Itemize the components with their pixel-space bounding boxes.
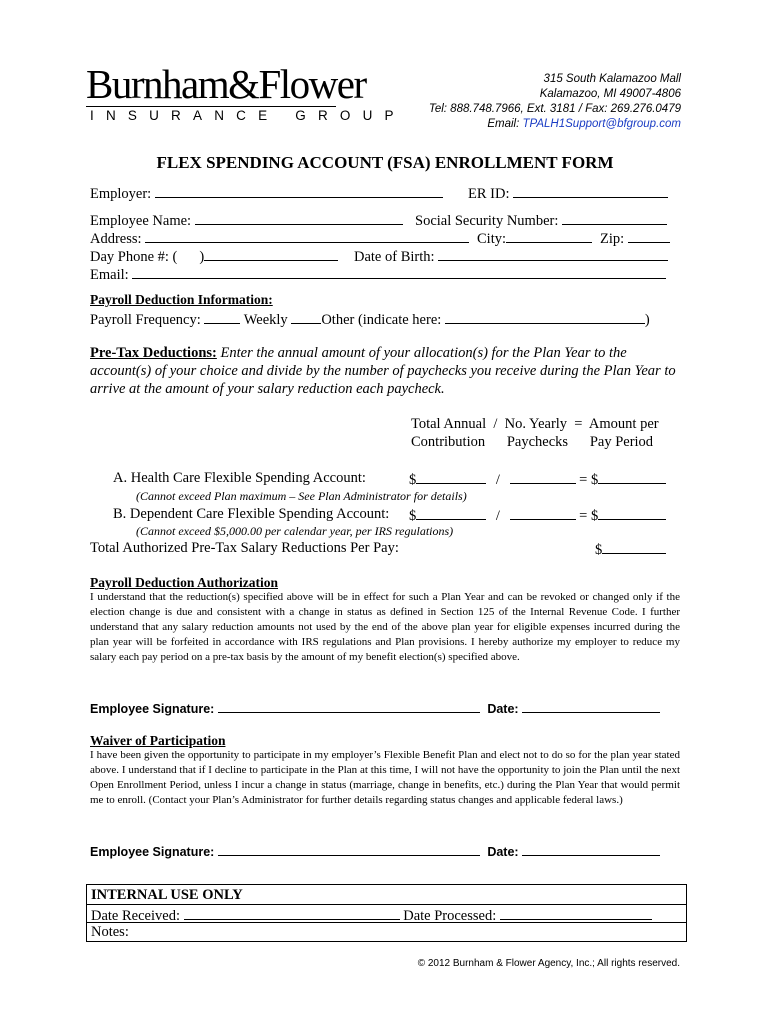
day-phone-row: [90, 246, 338, 266]
internal-use-heading: INTERNAL USE ONLY: [91, 887, 243, 903]
item-b-per-pay-field[interactable]: [598, 505, 666, 520]
internal-use-box: [86, 884, 687, 942]
address-row: [90, 228, 469, 248]
email-field-label: Email:: [90, 267, 129, 283]
item-a-per-pay-field[interactable]: [598, 469, 666, 484]
employer-label: Employer:: [90, 186, 152, 202]
pretax-column-header-1: Total Annual / No. Yearly = Amount per: [411, 416, 659, 432]
item-a-equals: =: [579, 472, 588, 488]
waiver-date-label: Date:: [487, 845, 519, 859]
item-b-annual-field[interactable]: [416, 505, 486, 520]
email-row: [90, 264, 666, 284]
weekly-field[interactable]: [204, 309, 240, 324]
logo-subtitle: INSURANCE GROUP: [90, 108, 406, 123]
authorization-signature-label: Employee Signature:: [90, 702, 215, 716]
er-id-field[interactable]: [513, 183, 668, 198]
email-line: [429, 117, 681, 132]
email-field[interactable]: [132, 264, 666, 279]
pretax-heading: Pre-Tax Deductions:: [90, 345, 217, 361]
pretax-column-header-2: Contribution Paychecks Pay Period: [411, 434, 654, 450]
item-a-note: (Cannot exceed Plan maximum – See Plan Administrator for details): [136, 489, 467, 503]
waiver-signature-label: Employee Signature:: [90, 845, 215, 859]
phone-fax: Tel: 888.748.7966, Ext. 3181 / Fax: 269.276.0479: [428, 103, 681, 115]
day-phone-paren: ): [199, 249, 205, 265]
total-dollar: $: [595, 542, 603, 558]
address-field[interactable]: [145, 228, 469, 243]
authorization-date-field[interactable]: [522, 698, 660, 713]
authorization-signature-row: [90, 698, 660, 716]
item-a-dollar: $: [409, 472, 417, 488]
item-b-label: B. Dependent Care Flexible Spending Account:: [113, 506, 390, 522]
authorization-text: I understand that the reduction(s) specified above will be in effect for such a Plan Year and can be revoked or changed only if the election change is due and consistent with a change in status as defined in Section 125 of the Internal Revenue Code. I further understand that any salary reduction amounts not used by the end of the above plan year for eligible expenses incurred during the plan year will be forfeited in accordance with IRS regulations and Plan provisions. I hereby authorize my employer to reduce my salary each pay period on a pre-tax basis by the amount of my benefit election(s) specified above.: [90, 591, 680, 663]
form-title: FLEX SPENDING ACCOUNT (FSA) ENROLLMENT FORM: [156, 153, 614, 172]
date-processed-field[interactable]: [500, 905, 652, 920]
item-b-dollar-2: $: [590, 508, 599, 524]
employee-name-field[interactable]: [195, 210, 403, 225]
weekly-label: Weekly: [243, 312, 288, 328]
pretax-instructions: [90, 344, 682, 398]
other-label: Other (indicate here:: [321, 312, 442, 328]
item-a-dollar-2: $: [590, 472, 599, 488]
other-close-paren: ): [644, 312, 650, 328]
company-address: [429, 72, 681, 132]
address-line-1: 315 South Kalamazoo Mall: [543, 73, 681, 85]
item-b-equals: =: [579, 508, 588, 524]
copyright: © 2012 Burnham & Flower Agency, Inc.; All rights reserved.: [417, 958, 680, 969]
dob-field[interactable]: [438, 246, 668, 261]
waiver-signature-row: [90, 841, 660, 859]
email-link[interactable]: TPALH1Support@bfgroup.com: [522, 118, 681, 130]
city-label: City:: [477, 231, 507, 247]
ssn-field[interactable]: [562, 210, 667, 225]
waiver-signature-field[interactable]: [218, 841, 480, 856]
item-a-amounts: [409, 469, 666, 489]
other-frequency-field[interactable]: [445, 309, 645, 324]
city-field[interactable]: [506, 228, 592, 243]
payroll-heading: Payroll Deduction Information:: [90, 292, 273, 307]
pretax-text: Enter the annual amount of your allocation(s) for the Plan Year to the account(s) of your choice and divide by the number of paychecks you receive during the Plan Year to arrive at the amount of your salary reduction each paycheck.: [90, 345, 676, 397]
ssn-row: [415, 210, 667, 230]
total-amount: [595, 539, 666, 559]
address-label: Address:: [90, 231, 142, 247]
date-received-field[interactable]: [184, 905, 400, 920]
item-b-slash: /: [495, 508, 500, 524]
item-a-paychecks-field[interactable]: [510, 469, 576, 484]
authorization-heading: Payroll Deduction Authorization: [90, 575, 279, 590]
dob-row: [354, 246, 668, 266]
employer-field[interactable]: [155, 183, 443, 198]
waiver-heading: Waiver of Participation: [90, 733, 226, 748]
zip-row: [600, 228, 670, 248]
payroll-frequency-label: Payroll Frequency:: [90, 312, 201, 328]
email-label: Email:: [487, 118, 523, 130]
er-id-row: [468, 183, 668, 203]
total-field[interactable]: [602, 539, 666, 554]
logo-divider: [86, 106, 336, 107]
logo-wordmark: Burnham&Flower: [86, 61, 366, 107]
address-line-2: Kalamazoo, MI 49007-4806: [539, 88, 681, 100]
er-id-label: ER ID:: [468, 186, 510, 202]
authorization-signature-field[interactable]: [218, 698, 480, 713]
waiver-date-field[interactable]: [522, 841, 660, 856]
item-a-annual-field[interactable]: [416, 469, 486, 484]
city-row: [477, 228, 592, 248]
internal-divider-2: [87, 922, 686, 923]
item-a-label: A. Health Care Flexible Spending Account:: [113, 470, 366, 486]
item-b-dollar: $: [409, 508, 417, 524]
zip-field[interactable]: [628, 228, 670, 243]
employer-row: [90, 183, 443, 203]
day-phone-field[interactable]: [204, 246, 338, 261]
notes-label: Notes:: [91, 924, 129, 940]
waiver-text: I have been given the opportunity to participate in my employer’s Flexible Benefit Plan and elect not to do so for the plan year stated above. I understand that if I decline to participate in the Plan at this time, I will not have the opportunity to join the Plan until the next Open Enrollment Period, unless I incur a change in status (marriage, change in benefits, etc.) during the Plan Year that would permit me to enroll. (Contact your Plan’s Administrator for further details regarding status changes and applicable federal laws.): [90, 749, 680, 806]
employee-name-row: [90, 210, 403, 230]
item-b-note: (Cannot exceed $5,000.00 per calendar year, per IRS regulations): [136, 524, 454, 538]
dob-label: Date of Birth:: [354, 249, 435, 265]
ssn-label: Social Security Number:: [415, 213, 559, 229]
payroll-frequency-row: [90, 309, 650, 329]
date-received-label: Date Received:: [91, 908, 180, 924]
authorization-date-label: Date:: [487, 702, 519, 716]
item-b-paychecks-field[interactable]: [510, 505, 576, 520]
date-processed-label: Date Processed:: [403, 908, 497, 924]
item-a-slash: /: [495, 472, 500, 488]
other-check-field[interactable]: [291, 309, 321, 324]
day-phone-label: Day Phone #: (: [90, 249, 178, 265]
zip-label: Zip:: [600, 231, 625, 247]
total-label: Total Authorized Pre-Tax Salary Reductions Per Pay:: [90, 540, 399, 556]
employee-name-label: Employee Name:: [90, 213, 192, 229]
